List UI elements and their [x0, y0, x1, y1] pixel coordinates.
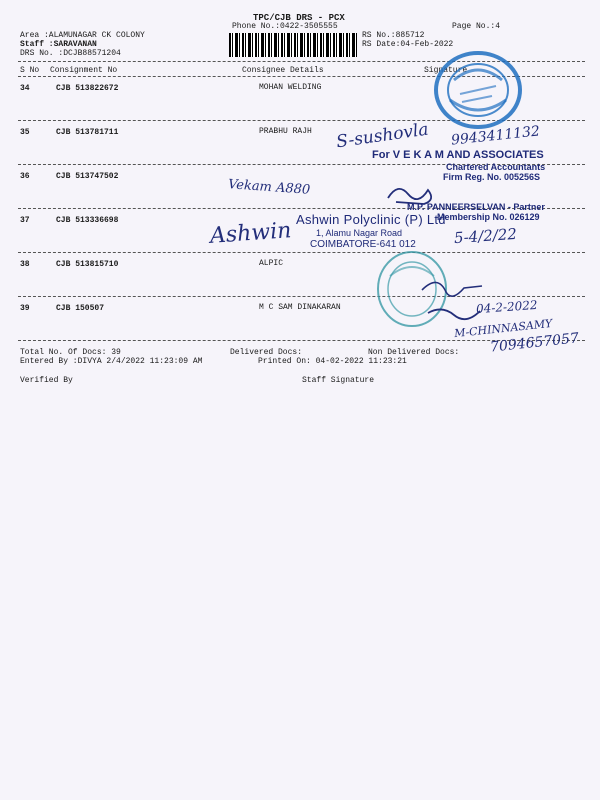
entered-by: Entered By :DIVYA 2/4/2022 11:23:09 AM — [20, 357, 203, 366]
doc-title: TPC/CJB DRS - PCX — [253, 13, 345, 23]
row-consignee: PRABHU RAJH — [259, 127, 312, 136]
row-consignee: ALPIC — [259, 259, 284, 268]
col-signature: Signature — [424, 66, 468, 75]
row-sno: 34 — [20, 84, 30, 93]
row-sno: 36 — [20, 172, 30, 181]
ashwin-stamp-city: COIMBATORE-641 012 — [310, 239, 416, 250]
handwritten-signature: S-sushovla — [335, 119, 430, 153]
row-consignee: MOHAN WELDING — [259, 83, 322, 92]
printed-on: Printed On: 04-02-2022 11:23:21 — [258, 357, 407, 366]
page-number: Page No.:4 — [452, 22, 501, 31]
row-consignment: CJB 513781711 — [56, 128, 119, 137]
staff-label: Staff :SARAVANAN — [20, 40, 97, 49]
handwritten-vekam: Vekam A880 — [227, 177, 311, 198]
row-sno: 37 — [20, 216, 30, 225]
col-consignee: Consignee Details — [242, 66, 324, 75]
row-consignment: CJB 150507 — [56, 304, 105, 313]
row-consignment: CJB 513747502 — [56, 172, 119, 181]
row-sno: 38 — [20, 260, 30, 269]
delivered-docs: Delivered Docs: — [230, 348, 303, 357]
round-stamp — [432, 50, 524, 130]
handwritten-date: 5-4/2/22 — [453, 224, 518, 248]
handwritten-phone: 7094657057 — [489, 330, 580, 356]
barcode — [229, 33, 357, 57]
verified-by: Verified By — [20, 376, 73, 385]
rs-date: RS Date:04-Feb-2022 — [362, 40, 454, 49]
scribble-signature — [424, 303, 484, 323]
row-consignment: CJB 513815710 — [56, 260, 119, 269]
handwritten-ashwin: Ashwin — [209, 218, 293, 249]
vekam-stamp-firm: Firm Reg. No. 005256S — [443, 172, 541, 182]
row-consignee: M C SAM DINAKARAN — [259, 303, 341, 312]
row-divider — [18, 296, 585, 297]
row-divider — [18, 252, 585, 253]
vekam-stamp-ca: Chartered Accountants — [446, 162, 546, 172]
phone-number: Phone No.:0422-3505555 — [232, 22, 338, 31]
vekam-stamp-name: For V E K A M AND ASSOCIATES — [372, 149, 544, 161]
area-label: Area :ALAMUNAGAR CK COLONY — [20, 31, 145, 40]
scribble-signature — [418, 274, 488, 304]
ashwin-stamp-name: Ashwin Polyclinic (P) Ltd — [296, 212, 446, 227]
total-docs: Total No. Of Docs: 39 — [20, 348, 121, 357]
row-sno: 35 — [20, 128, 30, 137]
vekam-membership: Membership No. 026129 — [437, 212, 540, 222]
handwritten-date: 04-2-2022 — [475, 297, 538, 317]
non-delivered-docs: Non Delivered Docs: — [368, 348, 460, 357]
col-sno: S No — [20, 66, 40, 75]
col-consignment: Consignment No — [50, 66, 118, 75]
vekam-partner: M.P. PANNEERSELVAN - Partner — [407, 202, 545, 212]
staff-signature: Staff Signature — [302, 376, 375, 385]
ashwin-stamp-address: 1, Alamu Nagar Road — [316, 228, 403, 238]
row-consignment: CJB 513336698 — [56, 216, 119, 225]
drs-number: DRS No. :DCJB88571204 — [20, 49, 121, 58]
rs-number: RS No.:885712 — [362, 31, 425, 40]
handwritten-name: M-CHINNASAMY — [453, 316, 553, 341]
row-sno: 39 — [20, 304, 30, 313]
row-consignment: CJB 513822672 — [56, 84, 119, 93]
handwritten-phone: 9943411132 — [450, 123, 541, 149]
